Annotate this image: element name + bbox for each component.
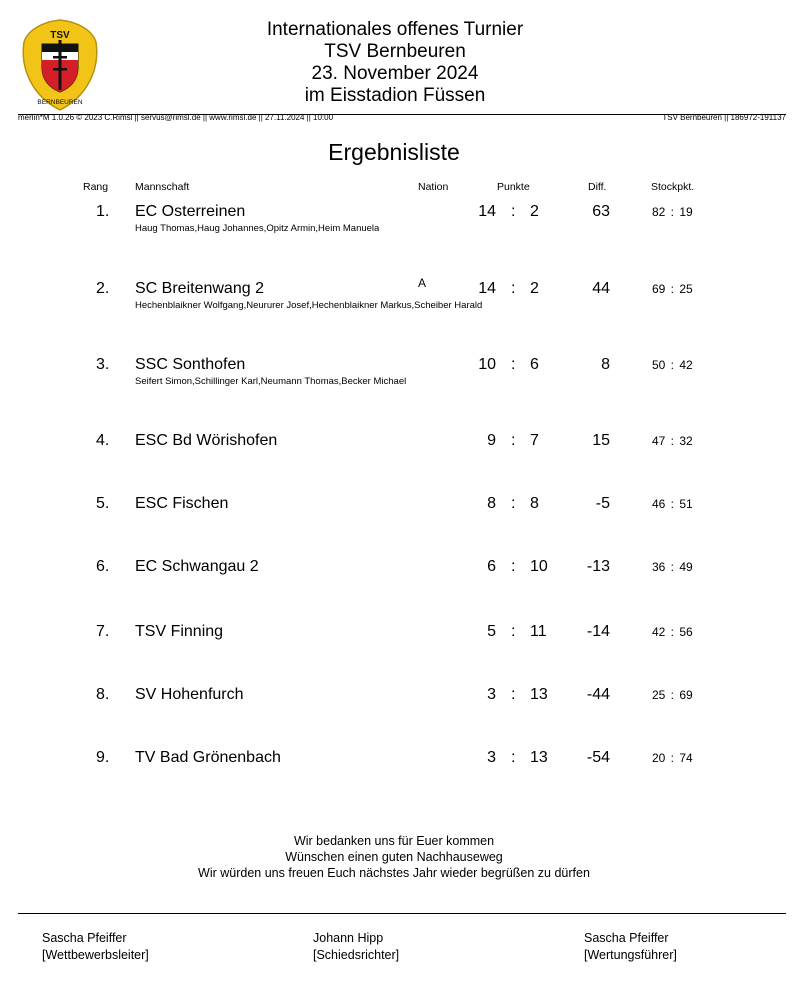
result-row xyxy=(0,432,800,492)
closing-line: Wir bedanken uns für Euer kommen xyxy=(293,834,495,848)
nation: A xyxy=(418,276,427,290)
column-header-rang: Rang xyxy=(83,181,109,193)
points-won: 8 xyxy=(487,495,496,512)
difference: 44 xyxy=(592,280,610,297)
club-id: TSV Bernbeuren || 186972-191137 xyxy=(662,113,786,122)
club-logo xyxy=(20,18,100,112)
difference: 8 xyxy=(601,356,610,373)
stock-points: 50 : 42 xyxy=(652,358,693,372)
column-header-punkte: Punkte xyxy=(497,181,530,193)
footer-divider xyxy=(18,913,786,914)
difference: 63 xyxy=(592,203,610,220)
stock-points: 69 : 25 xyxy=(652,282,693,296)
team-name: ESC Fischen xyxy=(135,495,229,512)
result-row xyxy=(0,749,800,809)
team-name: EC Osterreinen xyxy=(135,203,246,220)
difference: -54 xyxy=(586,749,610,766)
title-line: Internationales offenes Turnier xyxy=(266,19,524,40)
svg-text:TSV: TSV xyxy=(50,30,70,41)
points-won: 6 xyxy=(487,558,496,575)
result-row xyxy=(0,356,800,416)
points-lost: 13 xyxy=(530,686,548,703)
signature-role: [Wertungsführer] xyxy=(584,948,677,962)
team-members: Seifert Simon,Schillinger Karl,Neumann Thomas,Becker Michael xyxy=(135,376,407,387)
points-separator: : xyxy=(511,558,516,575)
team-name: SV Hohenfurch xyxy=(135,686,244,703)
difference: 15 xyxy=(592,432,610,449)
signature-wertungsfuehrer xyxy=(584,930,677,964)
column-header-stockpkt: Stockpkt. xyxy=(651,181,695,193)
rank: 8. xyxy=(96,686,110,703)
result-row xyxy=(0,203,800,263)
points-won: 3 xyxy=(487,686,496,703)
result-row xyxy=(0,276,800,340)
points-lost: 2 xyxy=(530,280,539,297)
points-separator: : xyxy=(511,432,516,449)
column-header-nation: Nation xyxy=(418,181,449,193)
points-lost: 6 xyxy=(530,356,539,373)
column-header-mannschaft: Mannschaft xyxy=(135,181,190,193)
points-won: 14 xyxy=(478,280,496,297)
points-separator: : xyxy=(511,203,516,220)
page-title: Ergebnisliste xyxy=(328,139,460,165)
signature-name: Johann Hipp xyxy=(313,931,384,945)
rank: 9. xyxy=(96,749,110,766)
stock-points: 25 : 69 xyxy=(652,688,693,702)
rank: 5. xyxy=(96,495,110,512)
rank: 6. xyxy=(96,558,110,575)
result-row xyxy=(0,623,800,683)
software-info: merlin*M 1.0.26 © 2023 C.Rimsl || servus@rimsl.de || www.rimsl.de || 27.11.2024 || 10:00 xyxy=(18,113,334,122)
difference: -14 xyxy=(586,623,610,640)
team-name: SC Breitenwang 2 xyxy=(135,280,264,297)
column-header-diff: Diff. xyxy=(588,181,607,193)
difference: -13 xyxy=(586,558,610,575)
rank: 2. xyxy=(96,280,110,297)
closing-line: Wir würden uns freuen Euch nächstes Jahr wieder begrüßen zu dürfen xyxy=(198,866,590,880)
result-row xyxy=(0,558,800,618)
result-row xyxy=(0,495,800,555)
signature-role: [Wettbewerbsleiter] xyxy=(42,948,149,962)
difference: -5 xyxy=(595,495,610,512)
points-won: 10 xyxy=(478,356,496,373)
points-separator: : xyxy=(511,356,516,373)
rank: 1. xyxy=(96,203,110,220)
stock-points: 36 : 49 xyxy=(652,560,693,574)
team-name: ESC Bd Wörishofen xyxy=(135,432,278,449)
tournament-title xyxy=(200,19,590,107)
points-won: 14 xyxy=(478,203,496,220)
signature-role: [Schiedsrichter] xyxy=(313,948,400,962)
points-lost: 8 xyxy=(530,495,539,512)
result-row xyxy=(0,686,800,746)
stock-points: 47 : 32 xyxy=(652,434,693,448)
title-line: im Eisstadion Füssen xyxy=(304,85,486,106)
points-separator: : xyxy=(511,623,516,640)
stock-points: 42 : 56 xyxy=(652,625,693,639)
rank: 3. xyxy=(96,356,110,373)
signature-schiedsrichter xyxy=(313,930,399,964)
signature-name: Sascha Pfeiffer xyxy=(584,931,669,945)
points-separator: : xyxy=(511,686,516,703)
closing-line: Wünschen einen guten Nachhauseweg xyxy=(285,850,503,864)
points-lost: 10 xyxy=(530,558,548,575)
difference: -44 xyxy=(586,686,610,703)
title-line: TSV Bernbeuren xyxy=(324,41,466,62)
team-name: SSC Sonthofen xyxy=(135,356,246,373)
svg-text:BERNBEUREN: BERNBEUREN xyxy=(37,99,83,106)
title-line: 23. November 2024 xyxy=(311,63,479,84)
signature-name: Sascha Pfeiffer xyxy=(42,931,127,945)
points-lost: 11 xyxy=(530,623,547,640)
points-won: 3 xyxy=(487,749,496,766)
points-separator: : xyxy=(511,280,516,297)
stock-points: 46 : 51 xyxy=(652,497,693,511)
stock-points: 82 : 19 xyxy=(652,205,693,219)
team-name: TSV Finning xyxy=(135,623,224,640)
points-lost: 13 xyxy=(530,749,548,766)
rank: 4. xyxy=(96,432,110,449)
points-lost: 2 xyxy=(530,203,539,220)
stock-points: 20 : 74 xyxy=(652,751,693,765)
closing-message xyxy=(0,833,788,881)
team-name: EC Schwangau 2 xyxy=(135,558,259,575)
points-separator: : xyxy=(511,495,516,512)
points-lost: 7 xyxy=(530,432,539,449)
team-members: Hechenblaikner Wolfgang,Neururer Josef,Hechenblaikner Markus,Scheiber Harald xyxy=(135,300,483,311)
signature-wettbewerbsleiter xyxy=(42,930,149,964)
points-won: 5 xyxy=(487,623,496,640)
points-won: 9 xyxy=(487,432,496,449)
team-members: Haug Thomas,Haug Johannes,Opitz Armin,Heim Manuela xyxy=(135,223,380,234)
team-name: TV Bad Grönenbach xyxy=(135,749,281,766)
points-separator: : xyxy=(511,749,516,766)
rank: 7. xyxy=(96,623,110,640)
